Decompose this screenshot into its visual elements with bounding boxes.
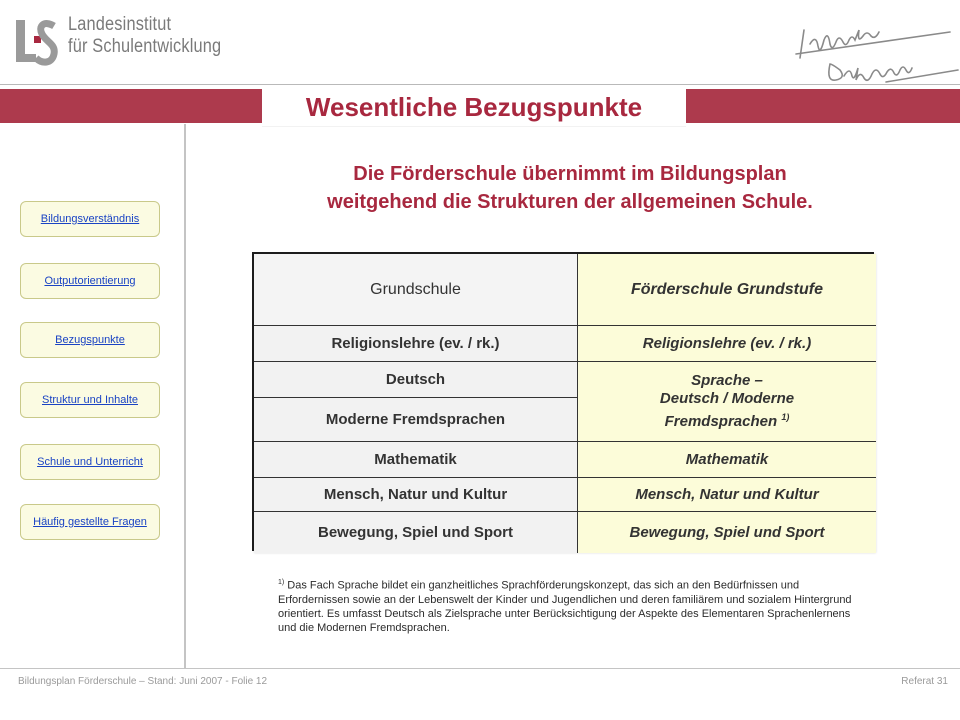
nav-link-label: Häufig gestellte Fragen: [33, 516, 147, 528]
signature-logo: [790, 10, 960, 90]
merged-line3: Fremdsprachen: [664, 413, 778, 430]
comparison-table: [252, 252, 874, 551]
nav-link-label: Struktur und Inhalte: [41, 394, 138, 406]
table-cell-left: Mensch, Natur und Kultur: [254, 478, 578, 512]
nav-link-label: Bezugspunkte: [55, 334, 125, 346]
intro-line2: weitgehend die Strukturen der allgemeinen Schule.: [327, 191, 813, 213]
org-name-line2: für Schulentwicklung: [68, 36, 222, 57]
table-cell-left: Mathematik: [254, 442, 578, 478]
table-cell-right: Bewegung, Spiel und Sport: [578, 512, 876, 553]
nav-link-label: Schule und Unterricht: [37, 456, 143, 468]
intro-text: [250, 160, 890, 216]
table-cell-left: Moderne Fremdsprachen: [254, 398, 578, 442]
nav-link-schule-und-unterricht[interactable]: [20, 444, 160, 480]
nav-link-label: Bildungsverständnis: [40, 213, 140, 225]
table-cell-merged-sprache: [578, 362, 876, 442]
footer-slide-info: Bildungsplan Förderschule – Stand: Juni 2007 - Folie 12: [18, 676, 268, 687]
org-name: [68, 14, 288, 58]
nav-link-outputorientierung[interactable]: [20, 263, 160, 299]
footnote-marker: 1): [278, 579, 285, 586]
table-cell-left: Religionslehre (ev. / rk.): [254, 326, 578, 362]
merged-line1: Sprache –: [691, 372, 763, 389]
footer-department: Referat 31: [901, 676, 948, 687]
nav-link-haeufige-fragen[interactable]: [20, 504, 160, 540]
table-header-right: Förderschule Grundstufe: [578, 254, 876, 326]
footer-divider: [0, 668, 960, 669]
merged-line2: Deutsch / Moderne: [659, 390, 795, 407]
nav-link-bezugspunkte[interactable]: [20, 322, 160, 358]
table-cell-right: Mathematik: [578, 442, 876, 478]
intro-line1: Die Förderschule übernimmt im Bildungsplan: [353, 163, 787, 185]
table-cell-right: Mensch, Natur und Kultur: [578, 478, 876, 512]
footnote-marker: 1): [781, 412, 790, 422]
table-cell-right: Religionslehre (ev. / rk.): [578, 326, 876, 362]
footnote: [278, 576, 858, 635]
footnote-text: Das Fach Sprache bildet ein ganzheitliches Sprachförderungskonzept, das sich an den Bedürfnissen und Erfordernissen sowie an der Lebenswelt der Kinder und Jugendlichen und deren familiärem und sozialem Hintergrund orientiert. Es umfasst Deutsch als Zielsprache unter Berücksichtigung der Aspekte des Elementaren Sprachenlernens und die Modernen Fremdsprachen.: [278, 579, 852, 634]
table-header-left: Grundschule: [254, 254, 578, 326]
nav-link-struktur-und-inhalte[interactable]: [20, 382, 160, 418]
table-cell-left: Bewegung, Spiel und Sport: [254, 512, 578, 553]
table-cell-left: Deutsch: [254, 362, 578, 398]
logo-icon: [14, 16, 58, 70]
sidebar-divider: [184, 124, 186, 668]
nav-link-label: Outputorientierung: [44, 275, 136, 287]
page-title: Wesentliche Bezugspunkte: [305, 92, 643, 122]
nav-link-bildungsverstaendnis[interactable]: [20, 201, 160, 237]
merged-line3-wrap: [665, 408, 790, 431]
header-divider: [0, 84, 960, 85]
org-name-line1: Landesinstitut: [68, 14, 172, 35]
